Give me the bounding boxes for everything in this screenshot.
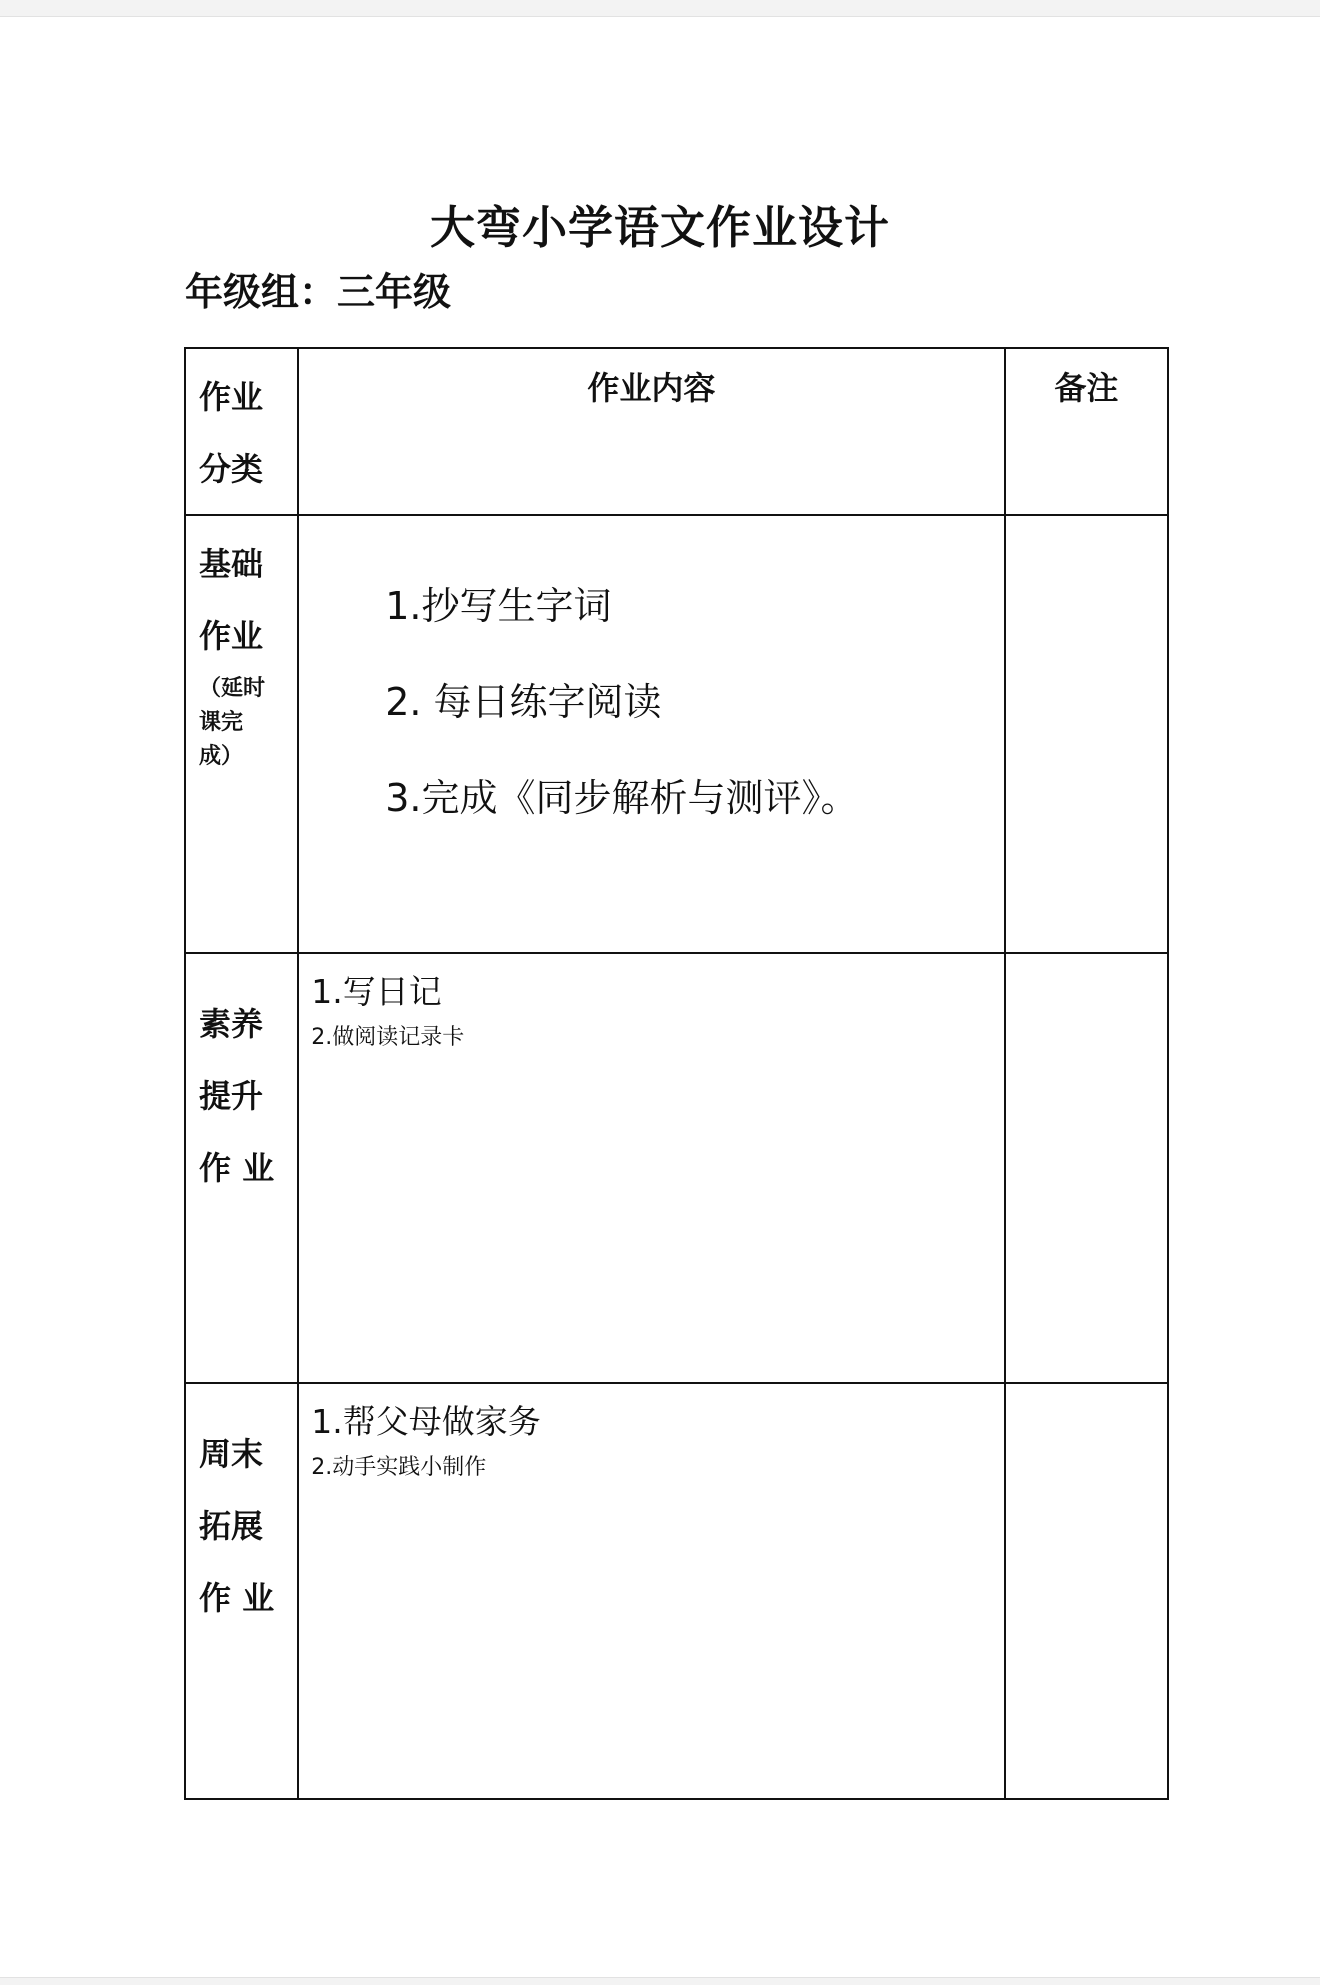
category-line: 作业 [199,617,264,655]
content-cell [298,1383,1004,1799]
table-row [185,953,1168,1383]
header-note-cell [1005,348,1168,515]
homework-item: 1.帮父母做家务 [311,1402,541,1441]
document-title: 大弯小学语文作业设计 [429,201,890,254]
category-line: 作 业 [199,1149,275,1187]
homework-item: 1.写日记 [311,972,442,1011]
header-content-cell [298,348,1004,515]
category-cell [185,1383,298,1799]
category-line: 提升 [199,1077,264,1115]
homework-item: 2. 每日练字阅读 [385,680,662,724]
header-category-line: 作业 [199,378,264,416]
note-cell [1005,515,1168,953]
header-note-label: 备注 [1054,369,1119,407]
content-cell [298,515,1004,953]
category-note-line: （延时 [199,676,266,701]
category-line: 拓展 [199,1507,264,1545]
table-row [185,515,1168,953]
content-cell [298,953,1004,1383]
category-cell [185,515,298,953]
table-row [185,1383,1168,1799]
category-line: 素养 [199,1005,264,1043]
homework-table [184,347,1169,1800]
grade-group-label: 年级组：三年级 [185,270,452,314]
homework-item: 3.完成《同步解析与测评》。 [385,776,859,820]
homework-item: 1.抄写生字词 [385,584,612,628]
category-line: 作 业 [199,1579,275,1617]
header-content-label: 作业内容 [587,369,716,407]
note-cell [1005,1383,1168,1799]
homework-item: 2.做阅读记录卡 [311,1025,465,1050]
table-header-row [185,348,1168,515]
category-note-line: 成） [199,744,244,769]
category-line: 基础 [199,545,264,583]
header-category-line: 分类 [199,450,264,488]
document-page [0,16,1320,1978]
note-cell [1005,953,1168,1383]
category-cell [185,953,298,1383]
category-note-line: 课完 [199,710,244,735]
header-category-cell [185,348,298,515]
category-line: 周末 [199,1435,264,1473]
homework-item: 2.动手实践小制作 [311,1455,487,1480]
